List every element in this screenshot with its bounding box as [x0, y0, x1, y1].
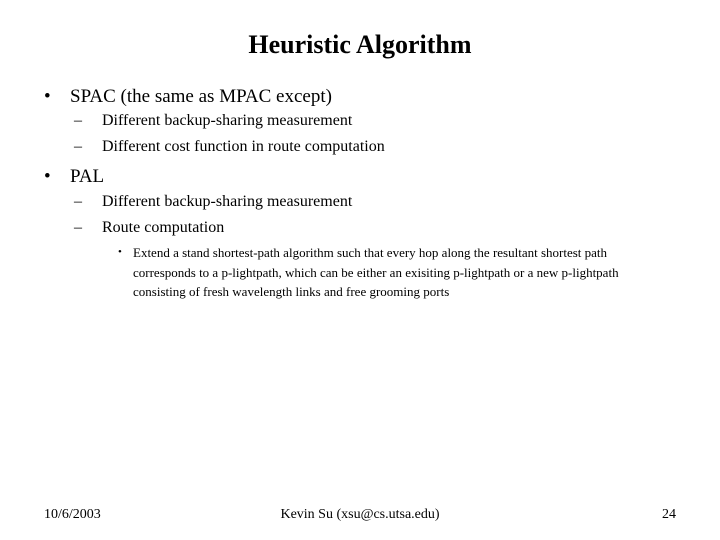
sub-sub-bullet-text: Extend a stand shortest-path algorithm such that every hop along the resultant shortest path corresponds to a p-lightpath, which can be either an exisiting p-lightpath or a new p-lightpath consisting of fresh wavelength links and free grooming ports: [133, 245, 619, 299]
bullet-text: PAL: [70, 166, 105, 187]
sub-bullet-text: Different backup-sharing measurement: [102, 193, 353, 210]
dash-icon: –: [74, 193, 82, 210]
bullet-dot-icon: •: [44, 166, 51, 187]
bullet-dot-icon: •: [118, 246, 122, 258]
sub-bullet-text: Route computation: [102, 219, 225, 236]
dash-icon: –: [74, 219, 82, 236]
slide-title: Heuristic Algorithm: [248, 30, 472, 59]
dash-icon: –: [74, 112, 82, 129]
sub-bullet-text: Different backup-sharing measurement: [102, 112, 353, 129]
dash-icon: –: [74, 138, 82, 155]
bullet-text: SPAC (the same as MPAC except): [70, 86, 332, 107]
sub-bullet-text: Different cost function in route computation: [102, 138, 385, 155]
footer-page-number: 24: [662, 507, 676, 522]
footer-date: 10/6/2003: [44, 507, 101, 522]
footer-author: Kevin Su (xsu@cs.utsa.edu): [280, 507, 440, 522]
bullet-dot-icon: •: [44, 86, 51, 107]
